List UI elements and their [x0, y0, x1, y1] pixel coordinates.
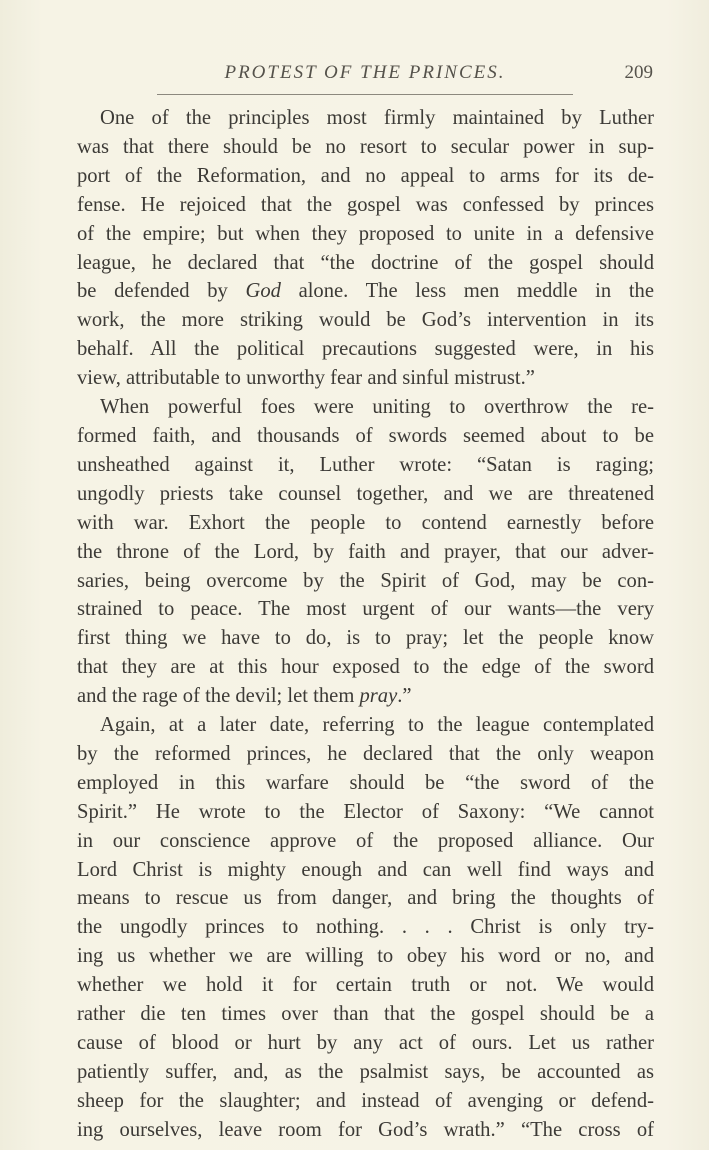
italic-word: pray — [359, 685, 398, 708]
text-line: with war. Exhort the people to contend earnestly before — [77, 511, 654, 534]
italic-word: God — [245, 280, 281, 303]
text-line: One of the principles most firmly maintained by Luther — [100, 107, 654, 129]
text-line: port of the Reformation, and no appeal to arms for its de- — [77, 164, 654, 187]
text-line: fense. He rejoiced that the gospel was confessed by princes — [77, 193, 654, 216]
text-line: Again, at a later date, referring to the league contemplated — [100, 714, 654, 737]
text-line: in our conscience approve of the proposed alliance. Our — [77, 829, 654, 852]
text-line: When powerful foes were uniting to overthrow the re- — [100, 396, 654, 419]
text-line: sheep for the slaughter; and instead of avenging or defend- — [77, 1089, 654, 1112]
text-line: was that there should be no resort to secular power in sup- — [77, 135, 654, 158]
text-line: behalf. All the political precautions suggested were, in his — [77, 338, 654, 361]
text-run: be defended by — [77, 280, 246, 303]
text-line: ing ourselves, leave room for God’s wrath.” “The cross of — [77, 1118, 654, 1141]
text-line: the throne of the Lord, by faith and prayer, that our adver- — [77, 540, 654, 563]
text-line: Spirit.” He wrote to the Elector of Saxony: “We cannot — [77, 800, 654, 823]
text-line: whether we hold it for certain truth or not. We would — [77, 974, 654, 997]
paragraph-2 — [77, 393, 654, 711]
page-number: 209 — [624, 62, 653, 83]
running-head — [77, 58, 653, 90]
text-line: by the reformed princes, he declared that the only weapon — [77, 742, 654, 765]
text-line: the ungodly princes to nothing. . . . Christ is only try- — [77, 916, 654, 939]
text-line: formed faith, and thousands of swords seemed about to be — [77, 424, 654, 447]
text-line: employed in this warfare should be “the sword of the — [77, 771, 654, 794]
paragraph-3 — [77, 711, 654, 1145]
text-line: rather die ten times over than that the gospel should be a — [77, 1003, 654, 1026]
text-line: first thing we have to do, is to pray; let the people know — [77, 627, 654, 650]
text-line: strained to peace. The most urgent of our wants—the very — [77, 598, 654, 621]
text-line: means to rescue us from danger, and bring the thoughts of — [77, 887, 654, 910]
text-line — [77, 277, 654, 306]
header-rule — [157, 94, 573, 95]
text-run: alone. The less men meddle in the — [280, 280, 654, 303]
text-line: ing us whether we are willing to obey his word or no, and — [77, 945, 654, 968]
text-run: .” — [397, 685, 412, 708]
text-line: view, attributable to unworthy fear and sinful mistrust.” — [77, 367, 535, 390]
text-line — [77, 682, 654, 711]
text-line: work, the more striking would be God’s intervention in its — [77, 309, 654, 332]
text-line: Lord Christ is mighty enough and can well find ways and — [77, 858, 654, 881]
running-title: PROTEST OF THE PRINCES. — [224, 62, 506, 83]
text-line: that they are at this hour exposed to the edge of the sword — [77, 656, 654, 679]
text-line: cause of blood or hurt by any act of ours. Let us rather — [77, 1032, 654, 1054]
text-line: unsheathed against it, Luther wrote: “Satan is raging; — [77, 453, 654, 476]
body-text — [77, 104, 654, 1145]
text-line: saries, being overcome by the Spirit of God, may be con- — [77, 569, 654, 592]
paragraph-1 — [77, 104, 654, 393]
text-line: league, he declared that “the doctrine of the gospel should — [77, 251, 654, 274]
text-line: of the empire; but when they proposed to unite in a defensive — [77, 222, 654, 245]
text-line: ungodly priests take counsel together, and we are threatened — [77, 482, 654, 505]
text-run: and the rage of the devil; let them — [77, 685, 360, 708]
text-line: patiently suffer, and, as the psalmist says, be accounted as — [77, 1060, 654, 1083]
